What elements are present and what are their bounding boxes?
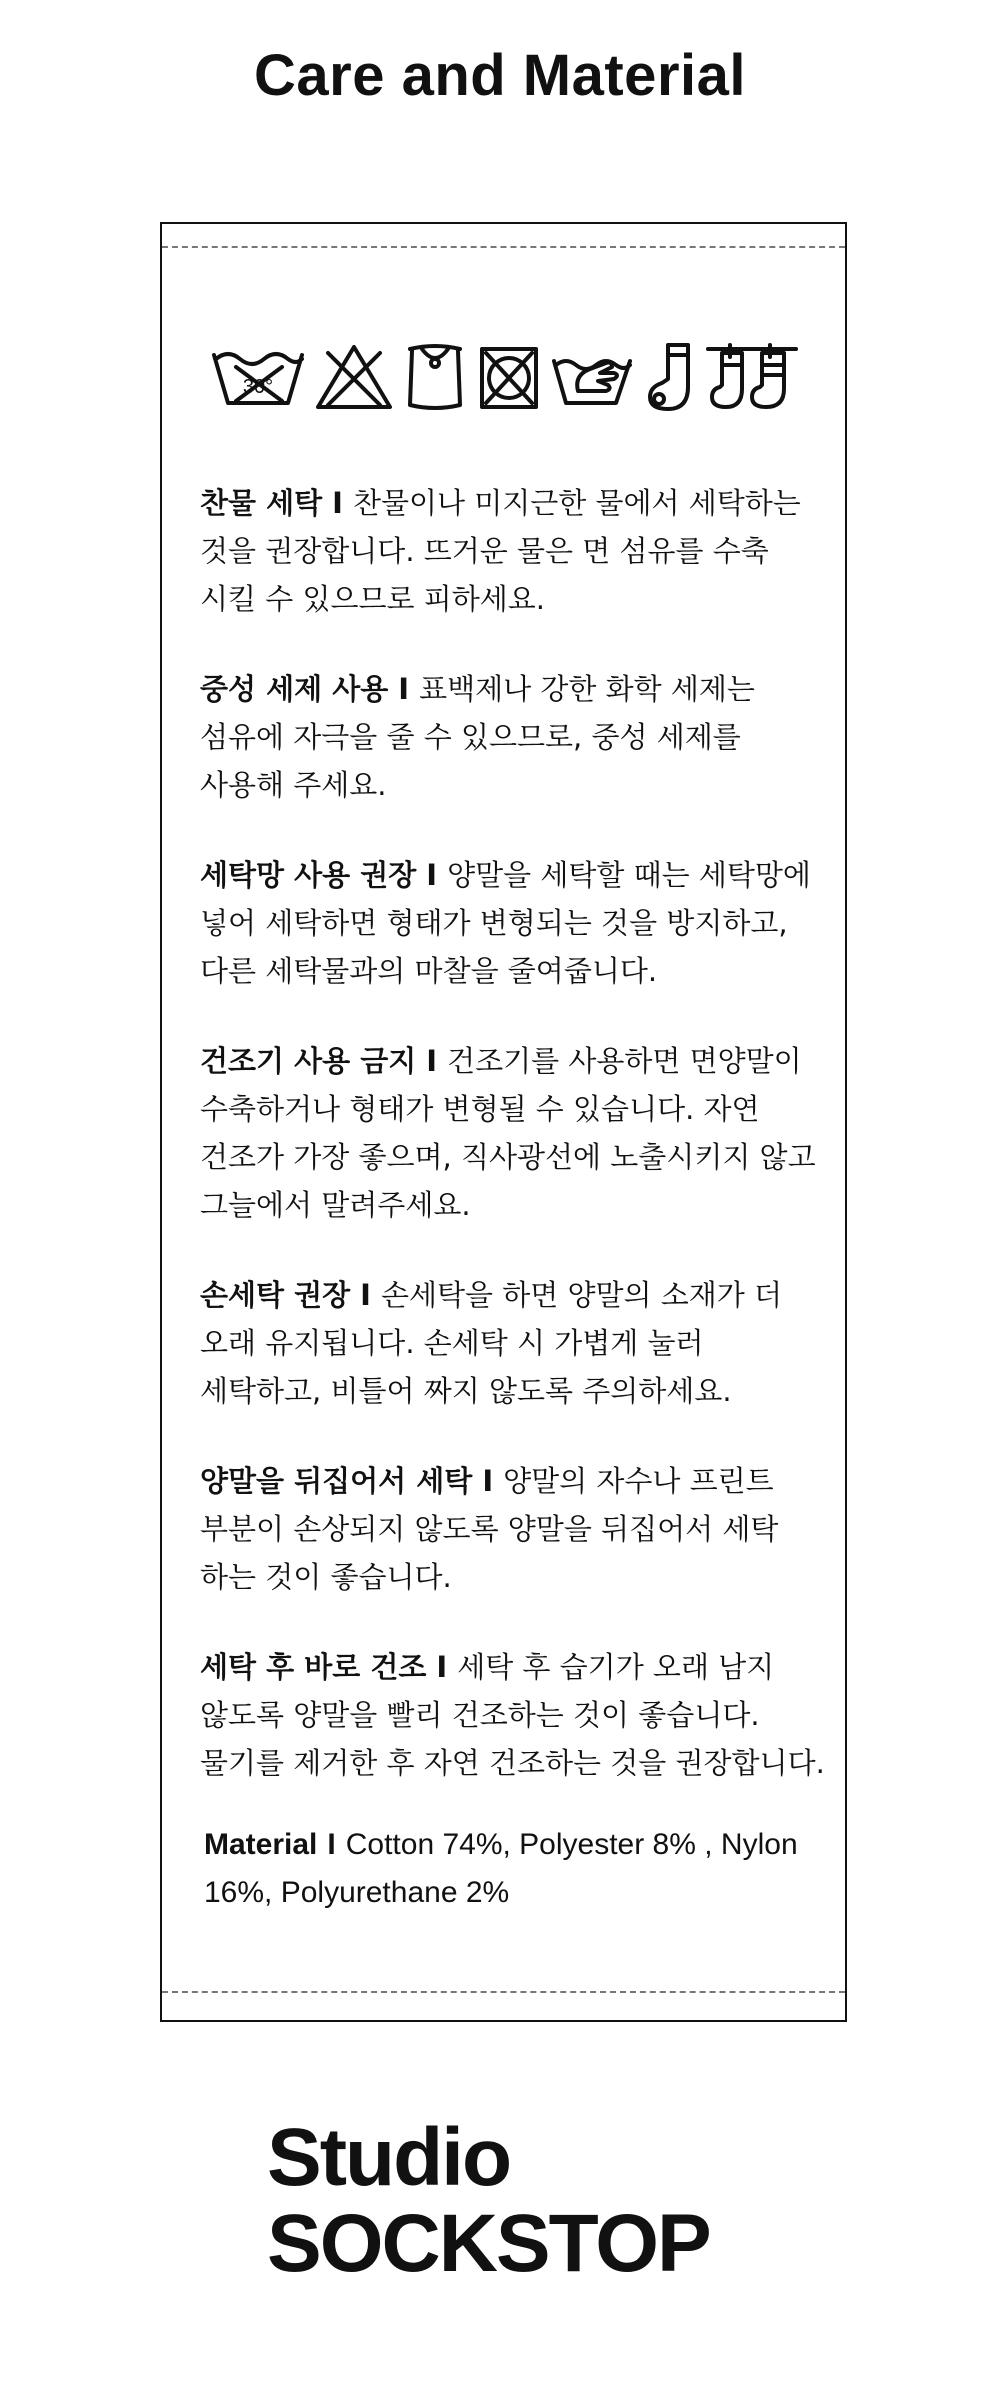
separator: I (426, 858, 438, 892)
care-item-laundry-net (200, 851, 830, 995)
separator: I (482, 1464, 494, 1498)
sock-icon (642, 341, 696, 413)
care-item-hand-wash (200, 1271, 830, 1415)
hand-wash-icon (550, 341, 634, 413)
do-not-tumble-dry-icon (476, 341, 542, 413)
separator: I (360, 1278, 371, 1312)
material-title: Material (204, 1828, 318, 1861)
wash-30-icon (210, 341, 306, 413)
dashed-divider-top (162, 246, 845, 248)
page-title: Care and Material (253, 43, 746, 108)
separator: I (327, 1828, 336, 1861)
separator: I (436, 1650, 448, 1684)
brand-line-2: SOCKSTOP (267, 2198, 710, 2289)
care-item-text: 찬물이나 미지근한 물에서 세탁하는 것을 권장합니다. 뜨거운 물은 면 섬유를 수축 시킬 수 있으므로 피하세요. (200, 486, 801, 616)
care-item-title: 양말을 뒤집어서 세탁 (200, 1464, 473, 1498)
care-item-text: 손세탁을 하면 양말의 소재가 더 오래 유지됩니다. 손세탁 시 가볍게 눌러 세탁하고, 비틀어 짜지 않도록 주의하세요. (200, 1278, 783, 1408)
material-composition (204, 1821, 804, 1917)
care-item-title: 찬물 세탁 (200, 486, 323, 520)
care-instructions-list (200, 479, 830, 1917)
separator: I (332, 486, 343, 520)
care-item-title: 건조기 사용 금지 (200, 1044, 417, 1078)
dashed-divider-bottom (162, 1991, 845, 1993)
care-item-text: 양말을 세탁할 때는 세탁망에 넣어 세탁하면 형태가 변형되는 것을 방지하고, 다른 세탁물과의 마찰을 줄여줍니다. (200, 858, 811, 988)
care-item-title: 세탁망 사용 권장 (200, 858, 417, 892)
svg-text:30°: 30° (242, 376, 274, 398)
separator: I (426, 1044, 438, 1078)
care-item-no-dryer (200, 1037, 830, 1229)
laundry-bag-icon (402, 341, 468, 413)
care-item-text: 건조기를 사용하면 면양말이 수축하거나 형태가 변형될 수 있습니다. 자연 건조가 가장 좋으며, 직사광선에 노출시키지 않고 그늘에서 말려주세요. (200, 1044, 816, 1222)
care-item-text: 양말의 자수나 프린트 부분이 손상되지 않도록 양말을 뒤집어서 세탁 하는 것이 좋습니다. (200, 1464, 779, 1594)
care-label-card (160, 222, 847, 2022)
care-item-title: 세탁 후 바로 건조 (200, 1650, 427, 1684)
care-item-cold-wash (200, 479, 830, 623)
brand-logo (267, 2112, 710, 2289)
care-icons-row (210, 341, 800, 413)
brand-line-1: Studio (267, 2112, 511, 2203)
care-item-neutral-detergent (200, 665, 830, 809)
care-item-text: 표백제나 강한 화학 세제는 섬유에 자극을 줄 수 있으므로, 중성 세제를 사용해 주세요. (200, 672, 755, 802)
material-text: Cotton 74%, Polyester 8% , Nylon 16%, Polyurethane 2% (204, 1828, 798, 1909)
separator: I (398, 672, 410, 706)
care-item-inside-out (200, 1457, 830, 1601)
care-item-dry-immediately (200, 1643, 830, 1787)
care-item-text: 세탁 후 습기가 오래 남지 않도록 양말을 빨리 건조하는 것이 좋습니다. 물기를 제거한 후 자연 건조하는 것을 권장합니다. (200, 1650, 825, 1780)
do-not-bleach-icon (314, 341, 394, 413)
care-item-title: 중성 세제 사용 (200, 672, 389, 706)
care-item-title: 손세탁 권장 (200, 1278, 351, 1312)
line-dry-socks-icon (704, 341, 800, 413)
